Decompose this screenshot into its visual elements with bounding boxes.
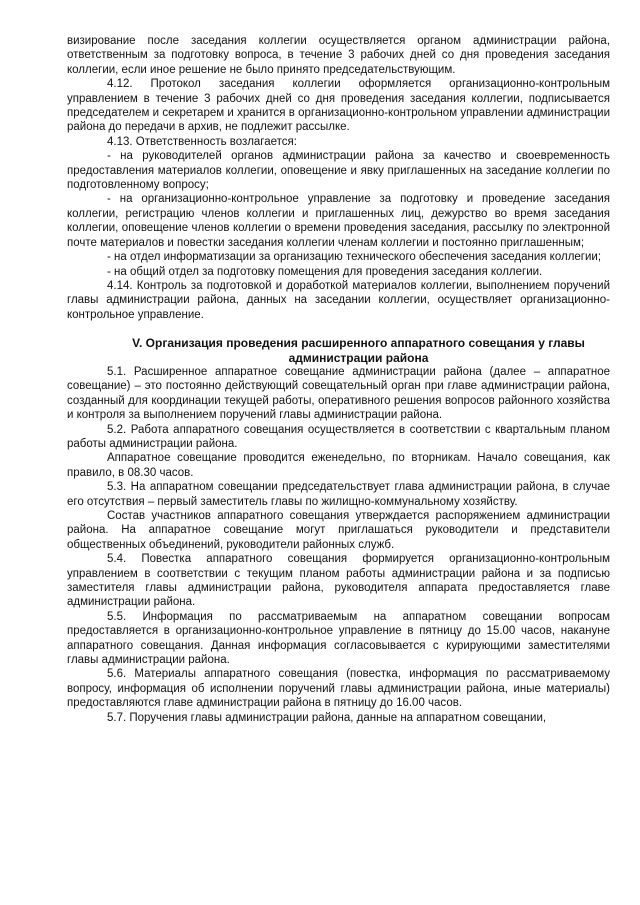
list-item-general-dept: - на общий отдел за подготовку помещения для проведения заседания коллегии. [107,265,543,278]
paragraph-4-12: 4.12. Протокол заседания коллегии оформляется организационно-контрольным управлением в течение 3 рабочих дней со дня проведения заседания коллегии, подписывается председателем и секретарем и хранится в организационно-контрольном управлении администрации района до передачи в архив, не подлежит рассылке. [67,78,610,134]
paragraph-4-13: 4.13. Ответственность возлагается: [107,135,297,148]
paragraph-continuation: визирование после заседания коллегии осуществляется органом администрации района, ответственным за подготовку вопроса, в течение 3 рабочих дней со дня проведения заседания коллегии, если иное решение не было принято председательствующим. [67,35,610,76]
paragraph-5-5: 5.5. Информация по рассматриваемым на аппаратном совещании вопросам предоставляется в организационно-контрольное управление в пятницу до 15.00 часов, накануне аппаратного совещания. Данная информация согласовывается с курирующими заместителями главы администрации района. [67,610,610,667]
paragraph-5-1: 5.1. Расширенное аппаратное совещание администрации района (далее – аппаратное совещание) – это постоянно действующий совещательный орган при главе администрации района, созданный для координации текущей работы, оперативного решения вопросов районного хозяйства и контроля за выполнением поручений главы администрации района. [67,365,610,422]
list-item-org-control: - на организационно-контрольное управление за подготовку и проведение заседания коллегии, регистрацию членов коллегии и приглашенных лиц, дежурство во время заседания коллегии, оповещение членов коллегии о времени проведения заседания, рассылку по электронной почте материалов и повестки заседания коллегии членам коллегии и постоянно приглашенным; [67,193,610,249]
paragraph-group-top [67,34,610,322]
list-item-it-dept: - на отдел информатизации за организацию технического обеспечения заседания коллегии; [107,251,602,264]
section-heading: V. Организация проведения расширенного аппаратного совещания у главы администрации района [132,336,585,365]
document-page [67,34,610,725]
paragraph-schedule: Аппаратное совещание проводится еженедельно, по вторникам. Начало совещания, как правило, в 08.30 часов. [67,452,610,479]
paragraph-participants: Состав участников аппаратного совещания утверждается распоряжением администрации района. На аппаратное совещание могут приглашаться руководители и представители общественных объединений, руководители районных служб. [67,510,610,551]
paragraph-4-14: 4.14. Контроль за подготовкой и доработкой материалов коллегии, выполнением поручений главы администрации района, данных на заседании коллегии, осуществляет организационно-контрольное управление. [67,279,610,321]
paragraph-5-7: 5.7. Поручения главы администрации района, данные на аппаратном совещании, [107,711,547,724]
paragraph-5-3: 5.3. На аппаратном совещании председательствует глава администрации района, в случае его отсутствия – первый заместитель главы по жилищно-коммунальному хозяйству. [67,481,610,508]
section-spacer [67,322,610,336]
paragraph-group-bottom [67,365,610,725]
list-item-heads: - на руководителей органов администрации района за качество и своевременность предоставления материалов коллегии, оповещение и явку приглашенных на заседание коллегии по подготовленному вопросу; [67,150,610,192]
paragraph-5-2: 5.2. Работа аппаратного совещания осуществляется в соответствии с квартальным планом работы администрации района. [67,423,610,450]
paragraph-5-6: 5.6. Материалы аппаратного совещания (повестка, информация по рассматриваемому вопросу, информация об исполнении поручений главы администрации района, иные материалы) предоставляются главе администрации района в пятницу до 16.00 часов. [67,668,610,710]
paragraph-5-4: 5.4. Повестка аппаратного совещания формируется организационно-контрольным управлением в соответствии с текущим планом работы администрации района и за подписью заместителя главы администрации района, руководителя аппарата предоставляется главе администрации района. [67,553,610,609]
